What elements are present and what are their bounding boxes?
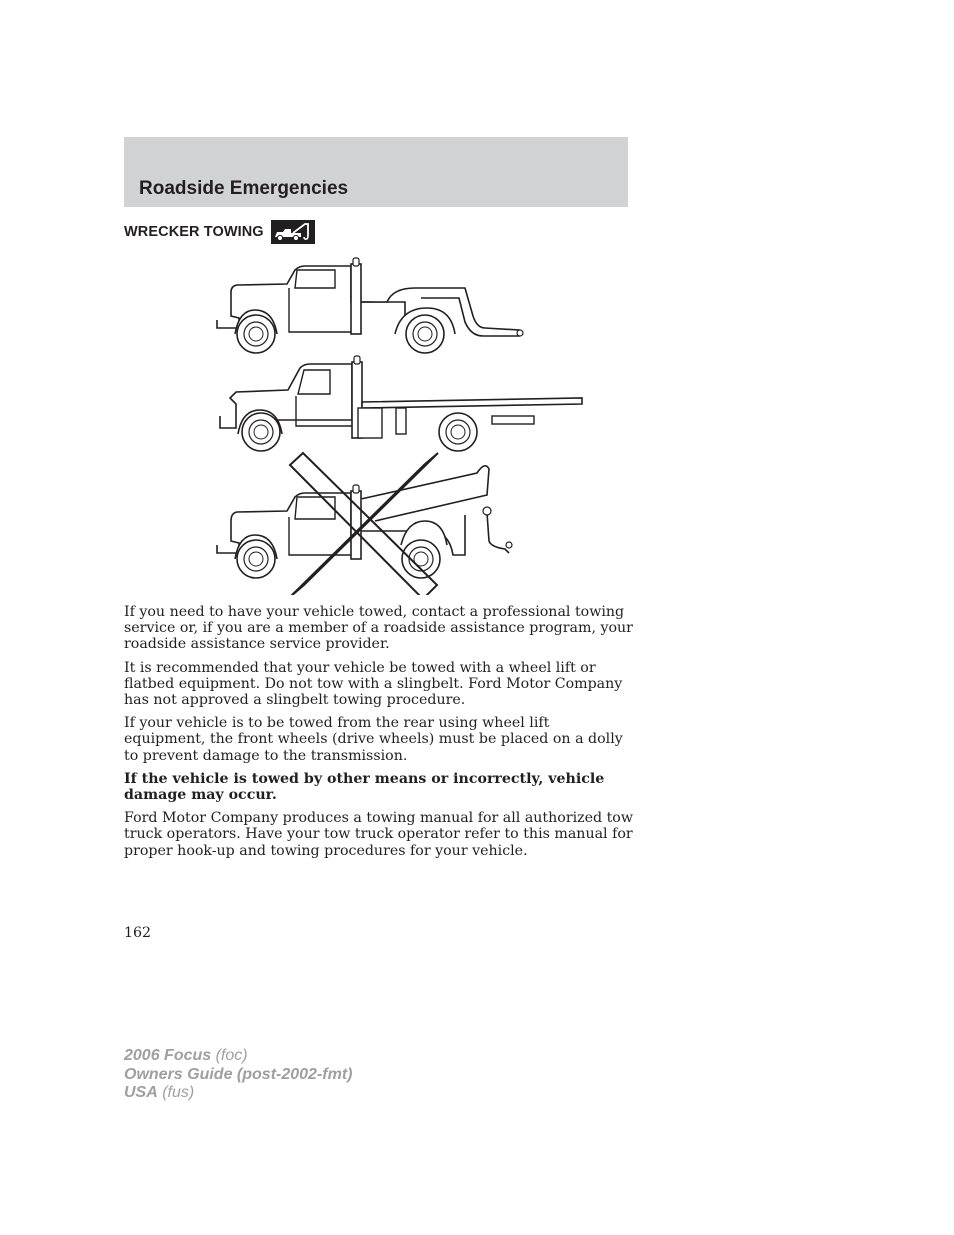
- section-title: Roadside Emergencies: [139, 178, 349, 199]
- tow-truck-icon: [271, 220, 315, 244]
- document-footer: [124, 1047, 352, 1103]
- footer-line-market: USA (fus): [124, 1084, 195, 1101]
- subsection-heading: [124, 220, 315, 244]
- flatbed-tow-truck: [220, 356, 582, 451]
- subsection-title: WRECKER TOWING: [124, 224, 264, 240]
- footer-line-model: 2006 Focus (foc): [124, 1047, 248, 1064]
- paragraph: Ford Motor Company produces a towing manual for all authorized tow truck operators. Have your tow truck operator refer to this manual for proper hook-up and towing procedures for your vehicle.: [124, 810, 633, 859]
- page-number: 162: [124, 925, 152, 941]
- wheel-lift-tow-truck: [217, 258, 523, 353]
- towing-methods-illustration: [205, 250, 595, 595]
- paragraph: It is recommended that your vehicle be towed with a wheel lift or flatbed equipment. Do not tow with a slingbelt. Ford Motor Company has not approved a slingbelt towing procedure.: [124, 659, 623, 709]
- footer-line-guide: Owners Guide (post-2002-fmt): [124, 1065, 353, 1083]
- slingbelt-tow-truck-crossed-out: [217, 453, 512, 595]
- paragraph: If you need to have your vehicle towed, contact a professional towing service or, if you are a member of a roadside assistance program, your roadside assistance service provider.: [124, 604, 633, 653]
- warning-paragraph: If the vehicle is towed by other means or incorrectly, vehicle damage may occur.: [124, 770, 605, 804]
- paragraph: If your vehicle is to be towed from the rear using wheel lift equipment, the front wheels (drive wheels) must be placed on a dolly to prevent damage to the transmission.: [124, 715, 623, 764]
- body-text: [124, 604, 634, 866]
